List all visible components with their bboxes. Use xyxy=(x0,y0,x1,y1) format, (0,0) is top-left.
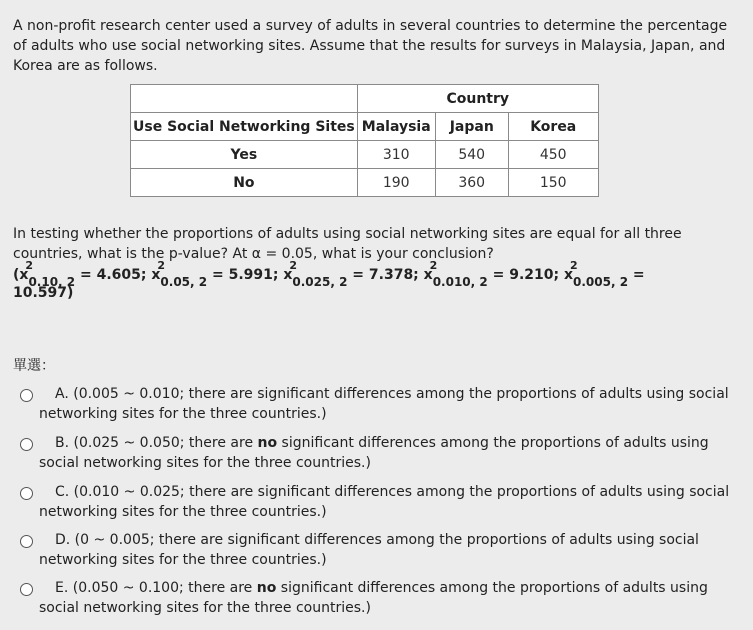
option-b[interactable] xyxy=(14,433,734,473)
radio-b[interactable] xyxy=(20,438,33,451)
cell-no-japan: 360 xyxy=(435,169,508,197)
table-header-row xyxy=(131,85,599,113)
option-e[interactable] xyxy=(14,578,734,618)
cell-yes-malaysia: 310 xyxy=(357,141,435,169)
table-row xyxy=(131,141,599,169)
option-e-text[interactable]: E. (0.050 ~ 0.100; there are no significant differences among the proportions of adults using social networking sites for the three countries.) xyxy=(39,580,708,616)
option-c[interactable] xyxy=(14,482,734,522)
column-header-malaysia: Malaysia xyxy=(357,113,435,141)
table-row xyxy=(131,169,599,197)
question-text xyxy=(13,224,738,264)
cell-no-korea: 150 xyxy=(508,169,598,197)
radio-a[interactable] xyxy=(20,389,33,402)
country-header: Country xyxy=(357,85,598,113)
chi-symbol: x 2 xyxy=(283,259,297,283)
formula-subscript: 0.05, 2 xyxy=(160,275,208,289)
chi-square-formula xyxy=(13,259,743,302)
column-header-korea: Korea xyxy=(508,113,598,141)
formula-value: = xyxy=(628,267,645,283)
formula-value: = 9.210; xyxy=(487,267,564,283)
formula-subscript: 0.010, 2 xyxy=(432,275,488,289)
option-d[interactable] xyxy=(14,530,734,570)
table-empty-cell xyxy=(131,85,358,113)
chi-symbol: x 2 xyxy=(19,259,34,283)
option-a-text[interactable]: A. (0.005 ~ 0.010; there are significant differences among the proportions of adults using social networking sites for the three countries.) xyxy=(39,386,729,422)
option-a[interactable] xyxy=(14,384,734,424)
cell-no-malaysia: 190 xyxy=(357,169,435,197)
radio-d[interactable] xyxy=(20,535,33,548)
option-c-text[interactable]: C. (0.010 ~ 0.025; there are significant differences among the proportions of adults using social networking sites for the three countries.) xyxy=(39,484,730,520)
formula-subscript: 0.005, 2 xyxy=(573,275,629,289)
column-header-japan: Japan xyxy=(435,113,508,141)
row-label-yes: Yes xyxy=(131,141,358,169)
option-b-text[interactable]: B. (0.025 ~ 0.050; there are no significant differences among the proportions of adults using social networking sites for the three countries.) xyxy=(39,435,709,471)
intro-paragraph: A non-profit research center used a survey of adults in several countries to determine the percentage of adults who use social networking sites. Assume that the results for surveys in Malaysia, Japan, and Korea are as follows. xyxy=(13,18,728,74)
cell-yes-japan: 540 xyxy=(435,141,508,169)
formula-value: = 4.605; xyxy=(75,267,152,283)
formula-value: = 5.991; xyxy=(207,267,284,283)
single-choice-label: 單選： xyxy=(13,358,55,374)
radio-c[interactable] xyxy=(20,487,33,500)
row-label-no: No xyxy=(131,169,358,197)
question-paragraph: In testing whether the proportions of adults using social networking sites are equal for all three countries, what is the p-value? At α = 0.05, what is your conclusion? xyxy=(13,226,682,262)
chi-symbol: x 2 xyxy=(563,259,578,283)
formula-open-paren: ( xyxy=(13,267,20,283)
formula-tail: 10.597) xyxy=(13,285,74,301)
survey-table xyxy=(130,84,599,197)
table-columns-row xyxy=(131,113,599,141)
formula-subscript: 0.10, 2 xyxy=(28,275,76,289)
option-d-text[interactable]: D. (0 ~ 0.005; there are significant differences among the proportions of adults using social networking sites for the three countries.) xyxy=(39,532,699,568)
formula-subscript: 0.025, 2 xyxy=(292,275,348,289)
chi-symbol: x 2 xyxy=(423,259,438,283)
intro-text xyxy=(13,16,738,76)
row-header: Use Social Networking Sites xyxy=(131,113,358,141)
radio-e[interactable] xyxy=(20,583,33,596)
formula-value: = 7.378; xyxy=(347,267,424,283)
cell-yes-korea: 450 xyxy=(508,141,598,169)
chi-symbol: x 2 xyxy=(151,259,166,283)
